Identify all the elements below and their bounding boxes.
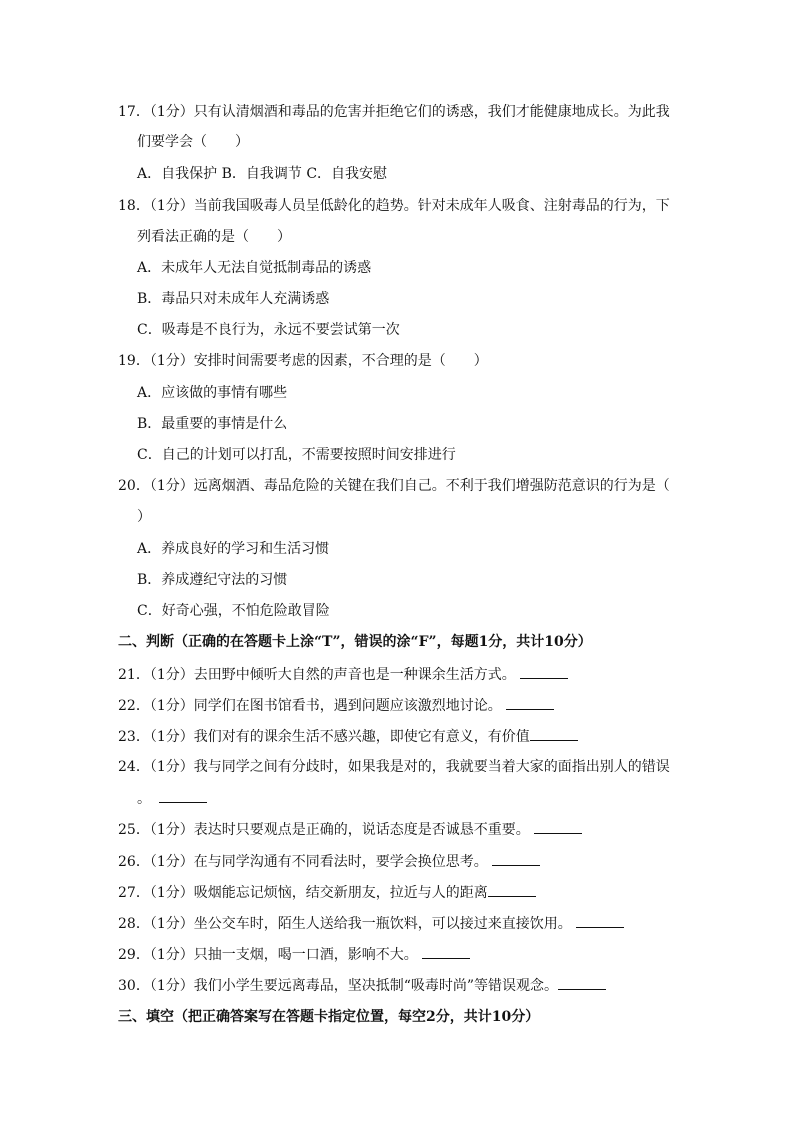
judge-24-line-1: 24．（1分）我与同学之间有分歧时，如果我是对的，我就要当着大家的面指出别人的错误 (118, 759, 670, 775)
question-19-option-c: C．自己的计划可以打乱，不需要按照时间安排进行 (137, 447, 456, 463)
question-18-option-b: B．毒品只对未成年人充满诱惑 (137, 291, 330, 307)
option-a: A．自我保护 (137, 166, 218, 182)
question-20-option-a: A．养成良好的学习和生活习惯 (137, 541, 330, 557)
section-2-heading: 二、判断（正确的在答题卡上涂“T”，错误的涂“F”，每题1分，共计10分） (118, 634, 592, 650)
judge-26 (118, 851, 540, 872)
answer-blank[interactable] (159, 788, 207, 803)
judge-24-line-2 (137, 788, 207, 809)
answer-blank[interactable] (492, 851, 540, 866)
question-17-line-2: 们要学会（ ） (137, 134, 249, 150)
judge-23 (118, 726, 578, 747)
answer-blank[interactable] (558, 975, 606, 990)
judge-22-text: 22．（1分）同学们在图书馆看书，遇到问题应该激烈地讨论。 (118, 698, 502, 714)
judge-21-text: 21．（1分）去田野中倾听大自然的声音也是一种课余生活方式。 (118, 667, 516, 683)
question-19-option-b: B．最重要的事情是什么 (137, 416, 288, 432)
judge-25-text: 25．（1分）表达时只要观点是正确的，说话态度是否诚恳不重要。 (118, 822, 530, 838)
question-17-line-1: 17．（1分）只有认清烟酒和毒品的危害并拒绝它们的诱惑，我们才能健康地成长。为此我 (118, 104, 670, 120)
question-18-option-c: C．吸毒是不良行为，永远不要尝试第一次 (137, 322, 400, 338)
question-20-option-c: C．好奇心强，不怕危险敢冒险 (137, 603, 330, 619)
judge-28 (118, 913, 624, 934)
answer-blank[interactable] (506, 695, 554, 710)
section-3-heading: 三、填空（把正确答案写在答题卡指定位置，每空2分，共计10分） (118, 1009, 540, 1025)
answer-blank[interactable] (534, 819, 582, 834)
judge-27 (118, 882, 536, 903)
option-c: C．自我安慰 (306, 166, 388, 182)
question-20-line-2: ） (137, 509, 151, 525)
judge-21 (118, 664, 568, 685)
judge-24-tail: 。 (137, 791, 151, 807)
question-17-options (137, 164, 697, 184)
answer-blank[interactable] (530, 726, 578, 741)
judge-28-text: 28．（1分）坐公交车时，陌生人送给我一瓶饮料，可以接过来直接饮用。 (118, 916, 572, 932)
option-b: B．自我调节 (221, 166, 302, 182)
question-19-line-1: 19．（1分）安排时间需要考虑的因素，不合理的是（ ） (118, 353, 488, 369)
answer-blank[interactable] (576, 913, 624, 928)
question-20-option-b: B．养成遵纪守法的习惯 (137, 572, 288, 588)
judge-29 (118, 944, 470, 965)
answer-blank[interactable] (520, 664, 568, 679)
judge-30-text: 30．（1分）我们小学生要远离毒品，坚决抵制“吸毒时尚”等错误观念。 (118, 978, 559, 994)
judge-23-text: 23．（1分）我们对有的课余生活不感兴趣，即使它有意义，有价值 (118, 729, 530, 745)
judge-30 (118, 975, 606, 996)
question-19-option-a: A．应该做的事情有哪些 (137, 385, 288, 401)
question-20-line-1: 20．（1分）远离烟酒、毒品危险的关键在我们自己。不利于我们增强防范意识的行为是（ (118, 478, 670, 494)
judge-26-text: 26．（1分）在与同学沟通有不同看法时，要学会换位思考。 (118, 854, 488, 870)
judge-25 (118, 819, 582, 840)
judge-29-text: 29．（1分）只抽一支烟，喝一口酒，影响不大。 (118, 947, 418, 963)
judge-27-text: 27．（1分）吸烟能忘记烦恼，结交新朋友，拉近与人的距离 (118, 885, 488, 901)
question-18-option-a: A．未成年人无法自觉抵制毒品的诱惑 (137, 260, 372, 276)
question-18-line-2: 列看法正确的是（ ） (137, 229, 291, 245)
answer-blank[interactable] (422, 944, 470, 959)
judge-22 (118, 695, 554, 716)
question-18-line-1: 18．（1分）当前我国吸毒人员呈低龄化的趋势。针对未成年人吸食、注射毒品的行为，下 (118, 198, 670, 214)
answer-blank[interactable] (488, 882, 536, 897)
